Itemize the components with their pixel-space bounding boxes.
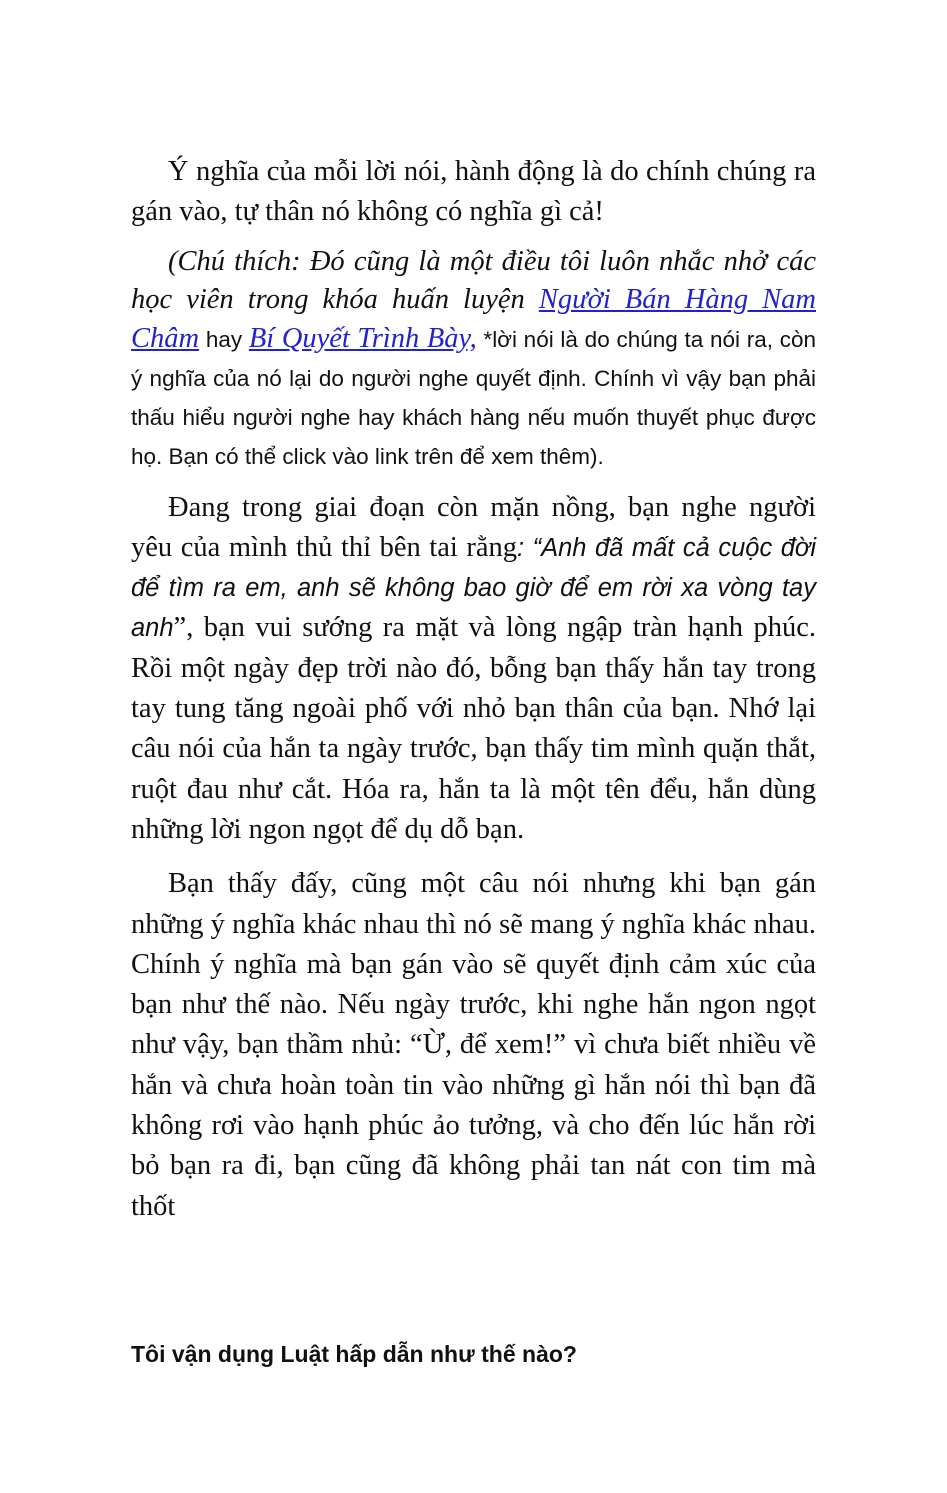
paragraph-meaning	[131, 152, 816, 233]
story-after-quote: ”, bạn vui sướng ra mặt và lòng ngập tràn hạnh phúc. Rồi một ngày đẹp trời nào đó, bỗng bạn thấy hắn tay trong tay tung tăng ngoài phố với nhỏ bạn thân của bạn. Nhớ lại câu nói của hắn ta ngày trước, bạn thấy tim mình quặn thắt, ruột đau như cắt. Hóa ra, hắn ta là một tên đểu, hắn dùng những lời ngon ngọt để dụ dỗ bạn.	[131, 612, 816, 845]
paragraph-footnote	[131, 243, 816, 476]
paragraph-conclusion	[131, 864, 816, 1227]
story-quote: : “Anh đã mất cả cuộc đời để tìm ra em, anh sẽ không bao giờ để em rời xa vòng tay anh	[131, 533, 816, 643]
footnote-connector: hay	[199, 326, 249, 352]
footnote-intro: (Chú thích: Đó cũng là một điều tôi luôn nhắc nhở các học viên trong khóa huấn luyện	[131, 245, 816, 316]
link-bi-quyet-trinh-bay[interactable]: Bí Quyết Trình Bày,	[248, 322, 477, 354]
paragraph-story	[131, 488, 816, 851]
footnote-rest: *lời nói là do chúng ta nói ra, còn ý nghĩa của nó lại do người nghe quyết định. Chính vì vậy bạn phải thấu hiểu người nghe hay khách hàng nếu muốn thuyết phục được họ. Bạn có thể click vào link trên để xem thêm).	[131, 326, 817, 469]
story-before-quote: Đang trong giai đoạn còn mặn nồng, bạn nghe người yêu của mình thủ thỉ bên tai rằng	[131, 491, 816, 563]
section-heading: Tôi vận dụng Luật hấp dẫn như thế nào?	[131, 1341, 577, 1367]
paragraph-conclusion-text: Bạn thấy đấy, cũng một câu nói nhưng khi bạn gán những ý nghĩa khác nhau thì nó sẽ mang ý nghĩa khác nhau. Chính ý nghĩa mà bạn gán vào sẽ quyết định cảm xúc của bạn như thế nào. Nếu ngày trước, khi nghe hắn ngon ngọt như vậy, bạn thầm nhủ: “Ừ, để xem!” vì chưa biết nhiều về hắn và chưa hoàn toàn tin vào những gì hắn nói thì bạn đã không rơi vào hạnh phúc ảo tưởng, và cho đến lúc hắn rời bỏ bạn ra đi, bạn cũng đã không phải tan nát con tim mà thốt	[131, 868, 816, 1222]
link-nguoi-ban-hang-nam-cham[interactable]: Người Bán Hàng Nam Châm	[131, 284, 817, 354]
paragraph-meaning-text: Ý nghĩa của mỗi lời nói, hành động là do chính chúng ra gán vào, tự thân nó không có nghĩa gì cả!	[131, 156, 816, 228]
document-page	[131, 152, 816, 1227]
